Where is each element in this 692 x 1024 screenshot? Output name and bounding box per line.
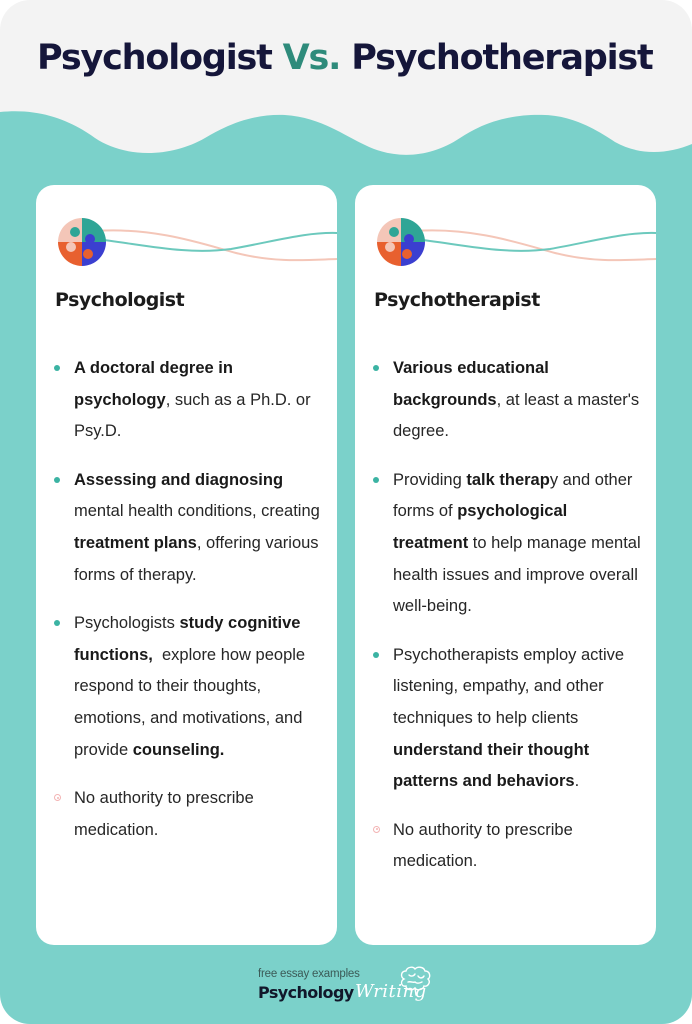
- card-psychotherapist: [355, 185, 656, 945]
- feature-list: [355, 353, 656, 895]
- feature-list: [36, 353, 337, 863]
- list-item: A doctoral degree in psychology, such as a Ph.D. or Psy.D.: [36, 353, 337, 448]
- page-title: [37, 38, 653, 78]
- bullet-icon: [373, 477, 379, 483]
- brand-logo-script: Writing: [355, 981, 427, 1002]
- card-heading: Psychotherapist: [374, 289, 540, 311]
- list-item: Assessing and diagnosing mental health conditions, creating treatment plans, offering various forms of therapy.: [36, 465, 337, 591]
- title-right: Psychotherapist: [351, 38, 653, 78]
- bullet-icon: [373, 365, 379, 371]
- list-item-negative: No authority to prescribe medication.: [355, 815, 656, 878]
- bullet-icon: [373, 652, 379, 658]
- brand-logo-text: Psychology: [258, 983, 354, 1002]
- card-heading: Psychologist: [55, 289, 185, 311]
- footer-tagline: free essay examples: [258, 968, 360, 980]
- bullet-icon: [54, 477, 60, 483]
- list-item: Providing talk therapy and other forms of psychological treatment to help manage mental health issues and improve overall well-being.: [355, 465, 656, 623]
- list-item: Psychotherapists employ active listening, empathy, and other techniques to help clients understand their thought patterns and behaviors.: [355, 640, 656, 798]
- negative-bullet-icon: [373, 826, 380, 833]
- list-item: Psychologists study cognitive functions, explore how people respond to their thoughts, emotions, and motivations, and provide counseling.: [36, 608, 337, 766]
- puzzle-icon: [58, 218, 106, 266]
- list-item: Various educational backgrounds, at least a master's degree.: [355, 353, 656, 448]
- title-vs: Vs.: [282, 38, 341, 78]
- card-psychologist: [36, 185, 337, 945]
- title-left: Psychologist: [37, 38, 272, 78]
- brand-footer: [258, 965, 458, 1015]
- bullet-icon: [54, 620, 60, 626]
- negative-bullet-icon: [54, 794, 61, 801]
- bullet-icon: [54, 365, 60, 371]
- puzzle-icon: [377, 218, 425, 266]
- list-item-negative: No authority to prescribe medication.: [36, 783, 337, 846]
- brain-icon: [396, 965, 434, 997]
